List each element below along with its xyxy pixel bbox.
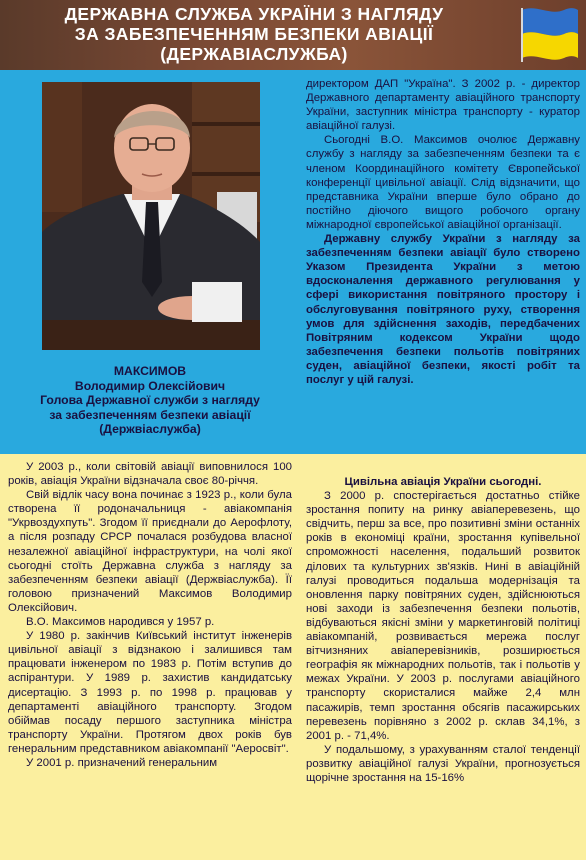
caption-line: Володимир Олексійович (74, 378, 226, 393)
portrait-photo (42, 82, 260, 350)
bottom-right-column (306, 475, 580, 785)
ukraine-flag-icon (518, 4, 580, 62)
highlight-paragraph: Державну службу України з нагляду за забезпеченням безпеки авіації було створено Указом Президента України з метою вдосконалення державного регулювання у сфері використання повітряного простору і обслуговування повітряного руху, створення умов для здійснення заходів, передбачених Повітряним кодексом України щодо забезпечення безпеки польотів повітряних суден, авіаційної безпеки, якості робіт та послуг у цій галузі. (306, 233, 580, 386)
page-title (8, 4, 500, 64)
caption-line: (Держвіаслужба) (99, 422, 201, 437)
paragraph: У 2001 р. призначений генеральним (26, 756, 218, 769)
caption-line: МАКСИМОВ (113, 364, 187, 378)
portrait-caption (8, 364, 292, 437)
title-line-3: (ДЕРЖАВІАСЛУЖБА) (160, 44, 348, 64)
paragraph: Сьогодні В.О. Максимов очолює Державну службу з нагляду за забезпеченням безпеки та є членом Координаційного комітету Європейської конференції цивільної авіації. Слід відзначити, що представника України вперше було обрано до постійно діючого вищого робочого органу міжнародної європейської авіаційної організації. (306, 134, 580, 231)
header-banner (0, 0, 586, 70)
paragraph: У 2003 р., коли світовій авіації виповнилося 100 років, авіація України відзначала своє 80-річчя. (8, 461, 292, 488)
title-line-2: ЗА ЗАБЕЗПЕЧЕННЯМ БЕЗПЕКИ АВІАЦІЇ (74, 24, 434, 44)
paragraph: Свій відлік часу вона починає з 1923 р., коли була створена її родоначальниця - авіакомпанія "Укрвоздухпуть". Згодом її приєднали до Аерофлоту, а після розпаду СРСР почалася розбудова власної незалежної авіаційної інфраструктури, на чолі якої сьогодні стоїть Державна служба з нагляду за забезпеченням безпеки авіації (Держвіаслужба). Її головою призначений Максимов Володимир Олексійович. (8, 489, 292, 614)
caption-line: Голова Державної служби з нагляду (40, 393, 260, 408)
paragraph: У подальшому, з урахуванням сталої тенденції розвитку авіаційної галузі України, прогнозується щорічне зростання на 15-16% (306, 743, 580, 784)
title-line-1: ДЕРЖАВНА СЛУЖБА УКРАЇНИ З НАГЛЯДУ (64, 4, 444, 24)
paragraph: В.О. Максимов народився у 1957 р. (26, 616, 215, 629)
paragraph: З 2000 р. спостерігається достатньо стійке зростання попиту на ринку авіаперевезень, що свідчить, перш за все, про позитивні зміни останніх років в економіці країни, зростання купівельної спроможності населення, подальший розвиток ділових та культурних зв'язків. Нині в авіаційній галузі проводиться подальша модернізація та оновлення парку повітряних суден, здійснюються нові заходи із забезпечення безпеки польотів, відбуваються якісні зміни у маркетинговій політиці авіакомпаній, розвивається мережа послуг вітчизняних авіаперевізників, розширюється географія як міжнародних польотів, так і польотів у межах України. У 2003 р. послугами авіаційного транспорту скористалися майже 2,4 млн пасажирів, темп зростання обсягів пасажирських перевезень порівняно з 2002 р. склав 34,1%, з 2001 р. - 71,4%. (306, 490, 580, 742)
top-right-column (306, 77, 580, 387)
paragraph: У 1980 р. закінчив Київський інститут інженерів цивільної авіації з відзнакою і залишився там працювати інженером по 1983 р. Потім вступив до аспірантури. У 1989 р. захистив кандидатську дисертацію. З 1993 р. по 1998 р. працював у департаменті авіаційного транспорту. Згодом обіймав посаду першого заступника міністра транспорту України. Протягом двох років був генеральним представником авіакомпанії "Аеросвіт". (8, 630, 292, 755)
section-heading: Цивільна авіація України сьогодні. (344, 476, 542, 488)
caption-line: за забезпеченням безпеки авіації (49, 407, 251, 422)
bottom-left-column (8, 460, 292, 770)
paragraph: директором ДАП "Україна". З 2002 р. - директор Державного департаменту авіаційного транспорту України, заступник міністра транспорту - куратор авіаційної галузі. (306, 78, 580, 133)
